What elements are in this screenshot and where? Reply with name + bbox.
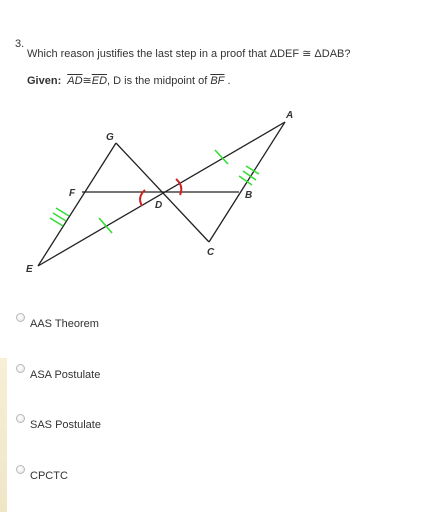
choice-aas-theorem[interactable] (16, 313, 216, 335)
congruent-symbol: ≅ (82, 75, 92, 87)
label-d: D (155, 200, 163, 211)
segment-ed: $\overline{ED}$ (91, 75, 108, 87)
label-f: F (69, 188, 76, 199)
triple-tick-ef-2 (53, 213, 66, 221)
given-midpoint-text: , D is the midpoint of (107, 75, 211, 87)
segment-ad: $\overline{AD}$ (67, 75, 83, 87)
label-g: G (106, 132, 114, 143)
radio-button[interactable] (16, 313, 25, 322)
choice-sas-postulate[interactable] (16, 414, 216, 436)
given-end: . (224, 75, 231, 87)
segment-bf: $\overline{BF}$ (210, 75, 225, 87)
left-edge-strip (0, 358, 7, 512)
given-label: Given: (27, 75, 62, 87)
single-tick-ed (99, 218, 112, 233)
question-number: 3. (15, 38, 25, 50)
choice-cpctc[interactable] (16, 465, 216, 487)
choice-label: SAS Postulate (30, 419, 101, 431)
radio-button[interactable] (16, 364, 25, 373)
choice-asa-postulate[interactable] (16, 364, 216, 386)
triple-tick-ef-3 (56, 208, 69, 216)
label-a: A (286, 110, 294, 121)
label-b: B (245, 190, 253, 201)
triple-tick-ef-1 (50, 218, 63, 226)
choice-label: AAS Theorem (30, 318, 99, 330)
segment-e-g (38, 143, 116, 266)
choice-label: CPCTC (30, 470, 68, 482)
choice-label: ASA Postulate (30, 369, 101, 381)
radio-button[interactable] (16, 414, 25, 423)
label-e: E (26, 264, 33, 275)
radio-button[interactable] (16, 465, 25, 474)
question-text: Which reason justifies the last step in a proof that ΔDEF ≅ ΔDAB? (27, 48, 351, 60)
label-c: C (207, 247, 215, 258)
